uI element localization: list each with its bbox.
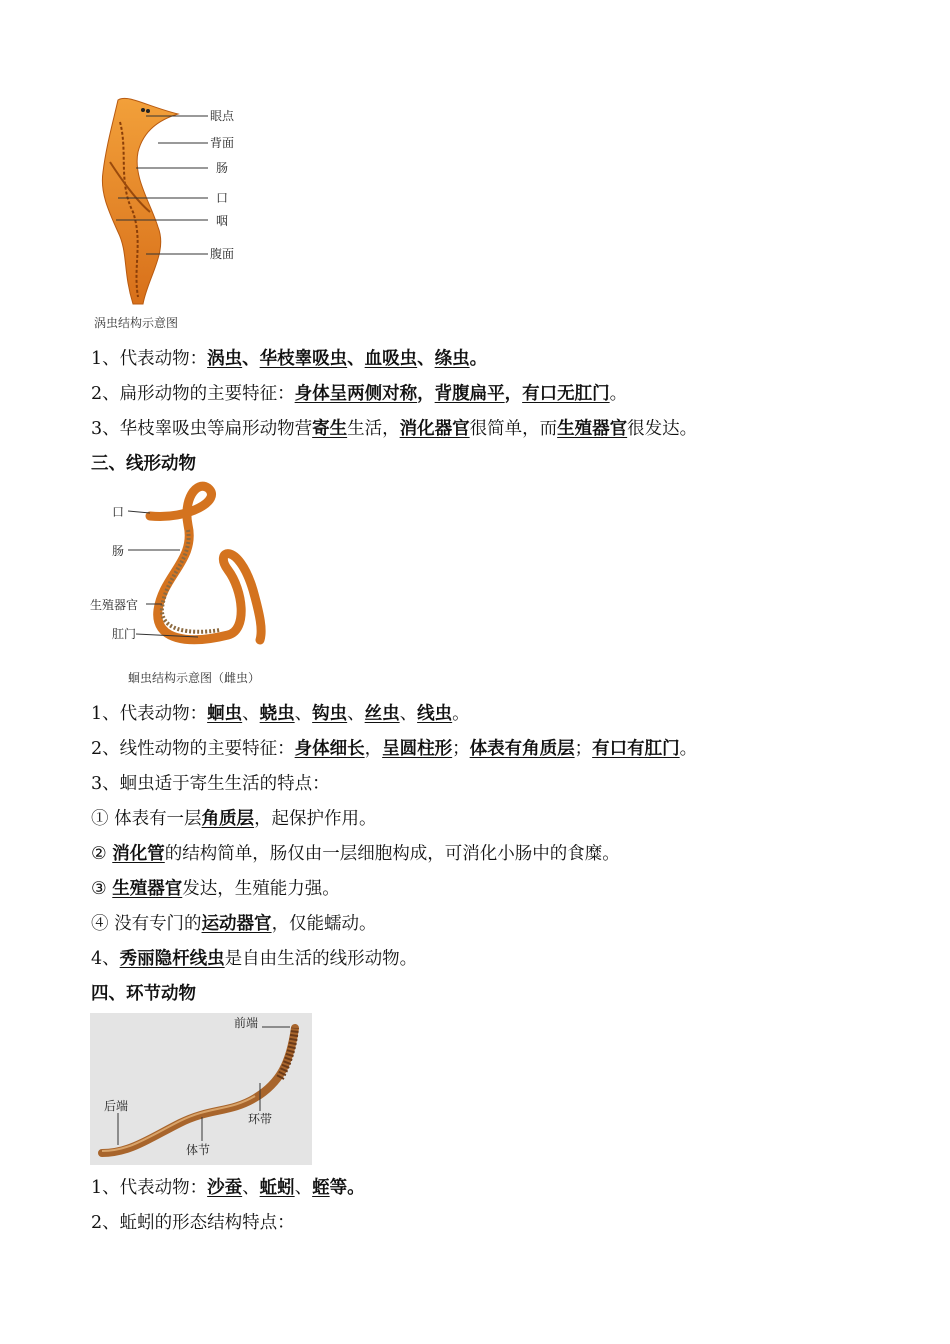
label-intestine-roundworm: 肠 xyxy=(112,544,125,558)
earthworm-photo xyxy=(90,1013,312,1165)
nematode-point-4: ④ 没有专门的运动器官，仅能蠕动。 xyxy=(91,914,377,934)
label-mouth-roundworm: 口 xyxy=(112,505,125,519)
roundworm-body-icon xyxy=(150,486,261,640)
label-ventral: 腹面 xyxy=(210,247,235,261)
annelid-line-1: 1、代表动物：沙蚕、蚯蚓、蛭等。 xyxy=(91,1178,365,1198)
label-front-end: 前端 xyxy=(234,1016,259,1030)
label-anus: 肛门 xyxy=(112,627,137,641)
annelid-line-2: 2、蚯蚓的形态结构特点： xyxy=(91,1213,295,1233)
nematode-point-3: ③ 生殖器官发达，生殖能力强。 xyxy=(91,879,340,899)
label-eyespot: 眼点 xyxy=(210,109,235,123)
label-clitellum: 环带 xyxy=(248,1112,273,1126)
annelid-heading: 四、环节动物 xyxy=(91,984,196,1004)
label-segment: 体节 xyxy=(186,1143,211,1157)
nematode-line-1: 1、代表动物：蛔虫、蛲虫、钩虫、丝虫、线虫。 xyxy=(91,704,470,724)
nematode-line-2: 2、线性动物的主要特征：身体细长，呈圆柱形；体表有角质层；有口有肛门。 xyxy=(91,739,698,759)
label-intestine: 肠 xyxy=(216,161,229,175)
flatworm-diagram xyxy=(88,92,258,338)
eyespot-icon xyxy=(141,108,145,112)
roundworm-caption: 蛔虫结构示意图（雌虫） xyxy=(128,671,261,685)
label-dorsal: 背面 xyxy=(210,136,235,150)
flatworm-caption: 涡虫结构示意图 xyxy=(94,316,179,330)
flatworm-line-3: 3、华枝睾吸虫等扁形动物营寄生生活，消化器官很简单，而生殖器官很发达。 xyxy=(91,419,698,439)
label-pharynx: 咽 xyxy=(216,214,229,228)
flatworm-line-1: 1、代表动物：涡虫、华枝睾吸虫、血吸虫、绦虫。 xyxy=(91,349,488,369)
label-rear-end: 后端 xyxy=(104,1099,129,1113)
nematode-point-2: ② 消化管的结构简单，肠仅由一层细胞构成，可消化小肠中的食糜。 xyxy=(91,844,620,864)
nematode-line-3: 3、蛔虫适于寄生生活的特点： xyxy=(91,774,330,794)
nematode-point-1: ① 体表有一层角质层，起保护作用。 xyxy=(91,809,377,829)
nematode-heading: 三、线形动物 xyxy=(91,454,196,474)
label-reproductive-organ: 生殖器官 xyxy=(90,598,139,612)
nematode-line-4: 4、秀丽隐杆线虫是自由生活的线形动物。 xyxy=(91,949,418,969)
label-mouth: 口 xyxy=(216,191,229,205)
roundworm-diagram xyxy=(88,480,278,690)
flatworm-line-2: 2、扁形动物的主要特征：身体呈两侧对称，背腹扁平，有口无肛门。 xyxy=(91,384,628,404)
